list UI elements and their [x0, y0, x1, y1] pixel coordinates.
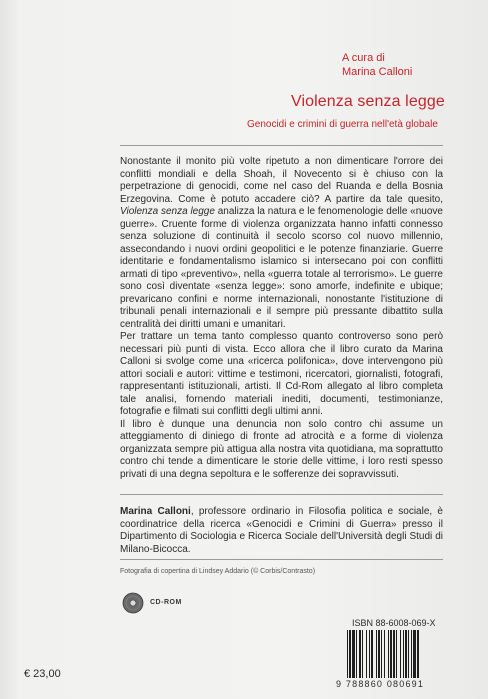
author-name: Marina Calloni: [120, 506, 191, 517]
divider-bottom: [120, 559, 443, 560]
editor-name: Marina Calloni: [342, 66, 413, 78]
blurb-paragraph-1: [120, 156, 443, 331]
blurb: [120, 156, 443, 481]
blurb-paragraph-2: Per trattare un tema tanto complesso quanto controverso sono però necessari più punti di vista. Ecco allora che il libro curato da Marina Calloni si svolge come una «ricerca polifonica», dove intervengono più attori sociali e autori: vittime e testimoni, ricercatori, giornalisti, fotografi, rappresentanti istituzionali, artisti. Il Cd-Rom allegato al libro completa tale analisi, fornendo materiali inediti, documenti, testimonianze, fotografie e filmati sui conflitti degli ultimi anni.: [120, 331, 443, 417]
book-title: Violenza senza legge: [291, 93, 445, 110]
author-bio: [120, 506, 443, 556]
blurb-p1-rest: analizza la natura e le fenomenologie delle «nuove guerre». Cruente forme di violenza organizzata hanno infatti connesso senza soluzione di continuità il secolo scorso col nuovo millennio, assecondando i nuovi ordini geopolitici e le potenze finanziarie. Guerre identitarie e fondamentalismo islamico si intersecano poi con conflitti armati di tipo «preventivo», nella «guerra totale al terrorismo». Le guerre sono così diventate «senza legge»: sono amorfe, indefinite e ubique; prevaricano confini e norme internazionali, nonostante l'istituzione di tribunali penali internazionali e il sempre più pressante dibattito sulla centralità dei diritti umani e umanitari.: [120, 206, 443, 330]
cd-rom-icon: [122, 592, 144, 614]
editor-prefix: A cura di: [342, 52, 385, 64]
blurb-paragraph-3: Il libro è dunque una denuncia non solo contro chi assume un atteggiamento di diniego di fronte ad atrocità e a forme di violenza organizzata sempre più attigua alla nostra vita quotidiana, ma soprattutto contro chi tende a dimenticare le storie delle vittime, i loro resti spesso privati di una degna sepoltura e le sofferenze dei sopravvissuti.: [120, 418, 443, 480]
isbn: ISBN 88-6008-069-X: [352, 618, 436, 628]
blurb-p1-title-italic: Violenza senza legge: [120, 206, 215, 217]
price: € 23,00: [24, 668, 61, 680]
photo-credit: Fotografia di copertina di Lindsey Addario (© Corbis/Contrasto): [120, 568, 316, 575]
barcode: [345, 630, 445, 678]
divider-middle: [120, 494, 443, 495]
cd-rom-label: CD-ROM: [150, 599, 182, 606]
author-bio-text: , professore ordinario in Filosofia politica e sociale, è coordinatrice della ricerca «Genocidi e Crimini di Guerra» presso il Dipartimento di Sociologia e Ricerca Sociale dell'Università degli Studi di Milano-Bicocca.: [120, 506, 443, 555]
barcode-digits: 9 788860 080691: [336, 679, 425, 689]
divider-top: [120, 145, 443, 146]
blurb-p1-start: Nonostante il monito più volte ripetuto a non dimenticare l'orrore dei conflitti mondiali e della Shoah, il Novecento si è chiuso con la perpetrazione di genocidi, come nel caso del Ruanda e della Bosnia Erzegovina. Come è potuto accadere ciò? A partire da tale quesito,: [120, 156, 443, 205]
book-subtitle: Genocidi e crimini di guerra nell'età globale: [247, 119, 438, 130]
